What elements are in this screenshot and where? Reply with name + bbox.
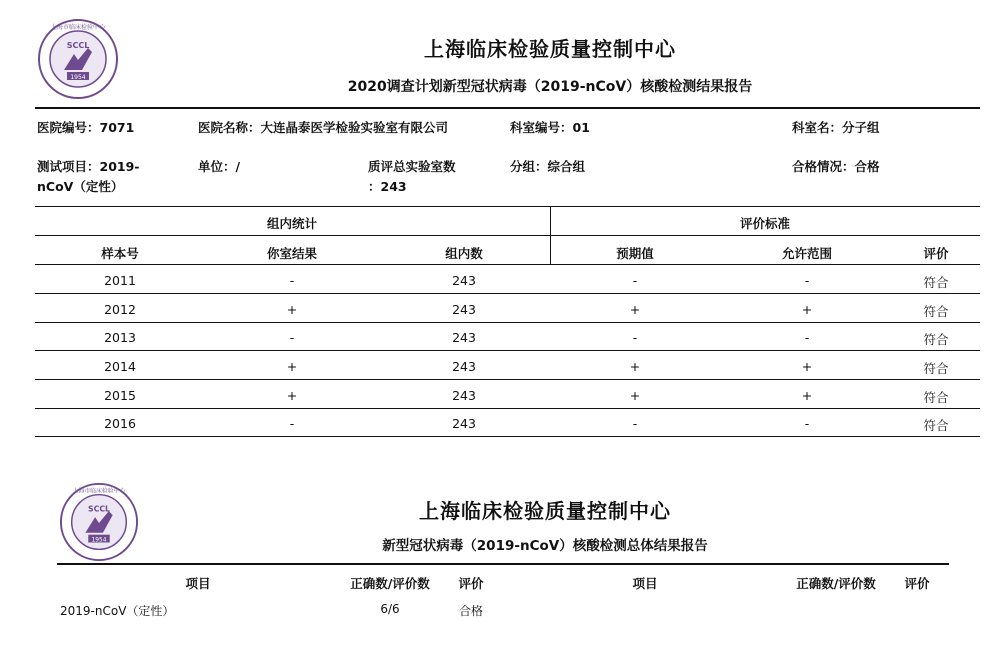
- lab-count-line2: ：243: [368, 179, 407, 194]
- row-divider: [35, 379, 980, 380]
- sccl-logo: [37, 18, 119, 100]
- row-divider: [35, 293, 980, 294]
- cell-sample: 2011: [104, 273, 136, 288]
- row-divider: [35, 322, 980, 323]
- divider: [35, 107, 980, 109]
- table-header-bottom-line: [35, 264, 980, 265]
- cell-sample: 2012: [104, 302, 136, 317]
- cell-your-result: -: [289, 416, 295, 431]
- cell-group-count: 243: [452, 273, 476, 288]
- hospital-number: 医院编号：7071: [37, 120, 135, 135]
- cell-range: +: [801, 359, 813, 374]
- cell-sample: 2014: [104, 359, 136, 374]
- col-header-your-result: 你室结果: [266, 246, 318, 261]
- org-name: 上海临床检验质量控制中心: [419, 499, 671, 523]
- cell-group-count: 243: [452, 388, 476, 403]
- svg-text:上海市临床检验中心: 上海市临床检验中心: [50, 24, 106, 31]
- org-name: 上海临床检验质量控制中心: [424, 37, 676, 61]
- cell-range: +: [801, 388, 813, 403]
- table-top-line: [35, 206, 980, 207]
- cell-range: +: [801, 302, 813, 317]
- col-header-sample: 样本号: [101, 246, 139, 261]
- hospital-name: 医院名称：大连晶泰医学检验实验室有限公司: [198, 120, 449, 135]
- col-header-group-count: 组内数: [445, 246, 483, 261]
- row-divider: [35, 408, 980, 409]
- col-header-evaluation: 评价: [904, 576, 930, 591]
- cell-your-result: +: [286, 388, 298, 403]
- svg-text:SCCL: SCCL: [66, 41, 90, 50]
- group: 分组：综合组: [510, 159, 586, 174]
- row-divider: [35, 350, 980, 351]
- cell-evaluation: 符合: [923, 275, 949, 290]
- cell-sample: 2015: [104, 388, 136, 403]
- svg-text:1954: 1954: [70, 74, 86, 81]
- cell-group-count: 243: [452, 416, 476, 431]
- cell-evaluation: 合格: [458, 604, 484, 618]
- cell-group-count: 243: [452, 359, 476, 374]
- cell-group-count: 243: [452, 302, 476, 317]
- cell-your-result: +: [286, 359, 298, 374]
- cell-expected: -: [632, 330, 638, 345]
- cell-evaluation: 符合: [923, 390, 949, 405]
- pass-status: 合格情况：合格: [792, 159, 880, 174]
- unit: 单位：/: [198, 159, 241, 174]
- cell-expected: -: [632, 416, 638, 431]
- test-item-line2: nCoV（定性）: [37, 179, 124, 194]
- report-title: 新型冠状病毒（2019-nCoV）核酸检测总体结果报告: [382, 538, 708, 554]
- divider: [57, 563, 949, 565]
- col-header-range: 允许范围: [781, 246, 833, 261]
- col-header-item: 项目: [185, 576, 211, 591]
- svg-text:1954: 1954: [91, 537, 107, 544]
- cell-evaluation: 符合: [923, 304, 949, 319]
- col-header-item: 项目: [632, 576, 658, 591]
- cell-range: -: [804, 330, 810, 345]
- cell-your-result: -: [289, 273, 295, 288]
- col-header-correct-count: 正确数/评价数: [796, 576, 876, 591]
- svg-text:SCCL: SCCL: [87, 504, 111, 514]
- cell-group-count: 243: [452, 330, 476, 345]
- col-header-correct-count: 正确数/评价数: [350, 576, 430, 591]
- cell-your-result: -: [289, 330, 295, 345]
- cell-range: -: [804, 416, 810, 431]
- cell-expected: -: [632, 273, 638, 288]
- cell-your-result: +: [286, 302, 298, 317]
- cell-expected: +: [629, 359, 641, 374]
- svg-text:上海市临床检验中心: 上海市临床检验中心: [72, 488, 126, 495]
- criteria-header: 评价标准: [739, 216, 791, 231]
- dept-name: 科室名：分子组: [792, 120, 880, 135]
- cell-evaluation: 符合: [923, 332, 949, 347]
- cell-sample: 2016: [104, 416, 136, 431]
- col-header-expected: 预期值: [616, 246, 654, 261]
- dept-number: 科室编号：01: [510, 120, 590, 135]
- cell-item: 2019-nCoV（定性）: [60, 604, 175, 618]
- report-title: 2020调查计划新型冠状病毒（2019-nCoV）核酸检测结果报告: [347, 79, 753, 95]
- table-header-line: [35, 235, 980, 236]
- cell-expected: +: [629, 302, 641, 317]
- cell-expected: +: [629, 388, 641, 403]
- col-header-evaluation: 评价: [923, 246, 949, 261]
- cell-correct-count: 6/6: [380, 602, 400, 616]
- cell-evaluation: 符合: [923, 361, 949, 376]
- cell-sample: 2013: [104, 330, 136, 345]
- cell-evaluation: 符合: [923, 418, 949, 433]
- table-bottom-line: [35, 436, 980, 437]
- col-header-evaluation: 评价: [458, 576, 484, 591]
- cell-range: -: [804, 273, 810, 288]
- sccl-logo: [59, 482, 139, 562]
- lab-count-line1: 质评总实验室数: [368, 159, 456, 174]
- group-stats-header: 组内统计: [266, 216, 318, 231]
- test-item-line1: 测试项目：2019-: [37, 159, 140, 174]
